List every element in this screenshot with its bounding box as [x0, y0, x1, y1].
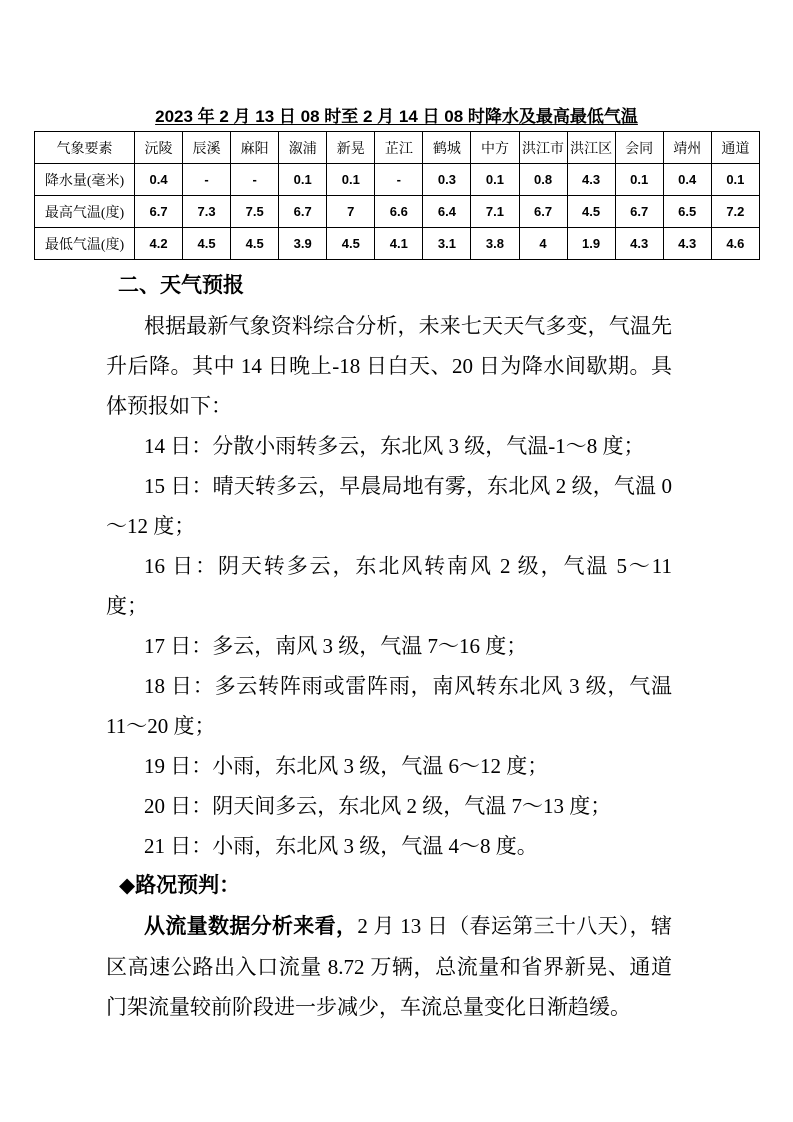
section-heading-weather-forecast: 二、天气预报	[118, 274, 244, 297]
table-cell: 溆浦	[279, 132, 327, 164]
table-cell: 通道	[711, 132, 759, 164]
table-row	[35, 164, 760, 196]
traffic-paragraph	[106, 906, 672, 1027]
forecast-paragraph: 19 日：小雨，东北风 3 级，气温 6～12 度；	[144, 754, 549, 778]
table-cell: 沅陵	[135, 132, 183, 164]
table-cell: 6.4	[423, 196, 471, 228]
table-cell: 4.3	[567, 164, 615, 196]
table-cell: 6.7	[135, 196, 183, 228]
table-cell: -	[183, 164, 231, 196]
table-cell: 0.1	[615, 164, 663, 196]
table-row-label: 最高气温(度)	[35, 196, 135, 228]
table-cell: 6.7	[615, 196, 663, 228]
road-conditions-heading: ◆路况预判：	[119, 874, 241, 897]
table-title: 2023 年 2 月 13 日 08 时至 2 月 14 日 08 时降水及最高最低气温	[155, 107, 638, 126]
forecast-list	[106, 426, 672, 866]
table-cell: 4	[519, 228, 567, 260]
table-cell: -	[231, 164, 279, 196]
table-cell: 4.3	[663, 228, 711, 260]
table-cell: 4.5	[183, 228, 231, 260]
weather-table	[34, 131, 760, 260]
table-cell: 0.8	[519, 164, 567, 196]
table-row	[35, 228, 760, 260]
table-cell: 3.8	[471, 228, 519, 260]
table-cell: 7.5	[231, 196, 279, 228]
table-cell: 4.6	[711, 228, 759, 260]
table-cell: 6.7	[519, 196, 567, 228]
table-row-label: 降水量(毫米)	[35, 164, 135, 196]
table-cell: 7.2	[711, 196, 759, 228]
table-cell: 4.5	[327, 228, 375, 260]
table-cell: 1.9	[567, 228, 615, 260]
table-cell: 会同	[615, 132, 663, 164]
table-cell: -	[375, 164, 423, 196]
table-cell: 洪江市	[519, 132, 567, 164]
table-cell: 6.7	[279, 196, 327, 228]
table-cell: 0.1	[279, 164, 327, 196]
table-cell: 中方	[471, 132, 519, 164]
forecast-paragraph: 18 日：多云转阵雨或雷阵雨，南风转东北风 3 级，气温 11～20 度；	[106, 674, 672, 738]
table-header-row	[35, 132, 760, 164]
table-row-label: 最低气温(度)	[35, 228, 135, 260]
forecast-paragraph: 17 日：多云，南风 3 级，气温 7～16 度；	[144, 634, 528, 658]
forecast-paragraph: 21 日：小雨，东北风 3 级，气温 4～8 度。	[144, 834, 538, 858]
table-cell: 鹤城	[423, 132, 471, 164]
table-cell: 4.1	[375, 228, 423, 260]
table-cell: 4.2	[135, 228, 183, 260]
table-cell: 新晃	[327, 132, 375, 164]
table-cell: 洪江区	[567, 132, 615, 164]
table-cell: 4.5	[231, 228, 279, 260]
table-cell: 靖州	[663, 132, 711, 164]
table-cell: 3.9	[279, 228, 327, 260]
table-cell: 7.3	[183, 196, 231, 228]
intro-paragraph: 根据最新气象资料综合分析，未来七天天气多变，气温先升后降。其中 14 日晚上-18 日白天、20 日为降水间歇期。具体预报如下：	[106, 314, 672, 418]
table-cell: 6.6	[375, 196, 423, 228]
table-cell: 0.4	[663, 164, 711, 196]
table-cell: 6.5	[663, 196, 711, 228]
table-cell: 4.3	[615, 228, 663, 260]
table-cell: 4.5	[567, 196, 615, 228]
table-cell: 0.3	[423, 164, 471, 196]
forecast-paragraph: 14 日：分散小雨转多云，东北风 3 级，气温-1～8 度；	[144, 434, 645, 458]
table-row	[35, 196, 760, 228]
document-body	[106, 306, 672, 1027]
table-cell: 0.1	[711, 164, 759, 196]
table-cell: 麻阳	[231, 132, 279, 164]
table-cell: 7	[327, 196, 375, 228]
forecast-paragraph: 16 日：阴天转多云，东北风转南风 2 级，气温 5～11 度；	[106, 554, 672, 618]
table-cell: 芷江	[375, 132, 423, 164]
table-cell: 辰溪	[183, 132, 231, 164]
table-cell: 0.1	[327, 164, 375, 196]
table-cell: 3.1	[423, 228, 471, 260]
table-cell: 7.1	[471, 196, 519, 228]
table-row-label: 气象要素	[35, 132, 135, 164]
traffic-lead-bold: 从流量数据分析来看，	[144, 915, 358, 938]
table-cell: 0.1	[471, 164, 519, 196]
traffic-body-text: 2 月 13 日（春运第三十八天），辖区高速公路出入口流量 8.72 万辆，总流量和省界新晃、通道门架流量较前阶段进一步减少，车流总量变化日渐趋缓。	[106, 914, 673, 1019]
forecast-paragraph: 15 日：晴天转多云，早晨局地有雾，东北风 2 级，气温 0～12 度；	[106, 474, 672, 538]
weather-table-body	[35, 132, 760, 260]
forecast-paragraph: 20 日：阴天间多云，东北风 2 级，气温 7～13 度；	[144, 794, 612, 818]
table-cell: 0.4	[135, 164, 183, 196]
